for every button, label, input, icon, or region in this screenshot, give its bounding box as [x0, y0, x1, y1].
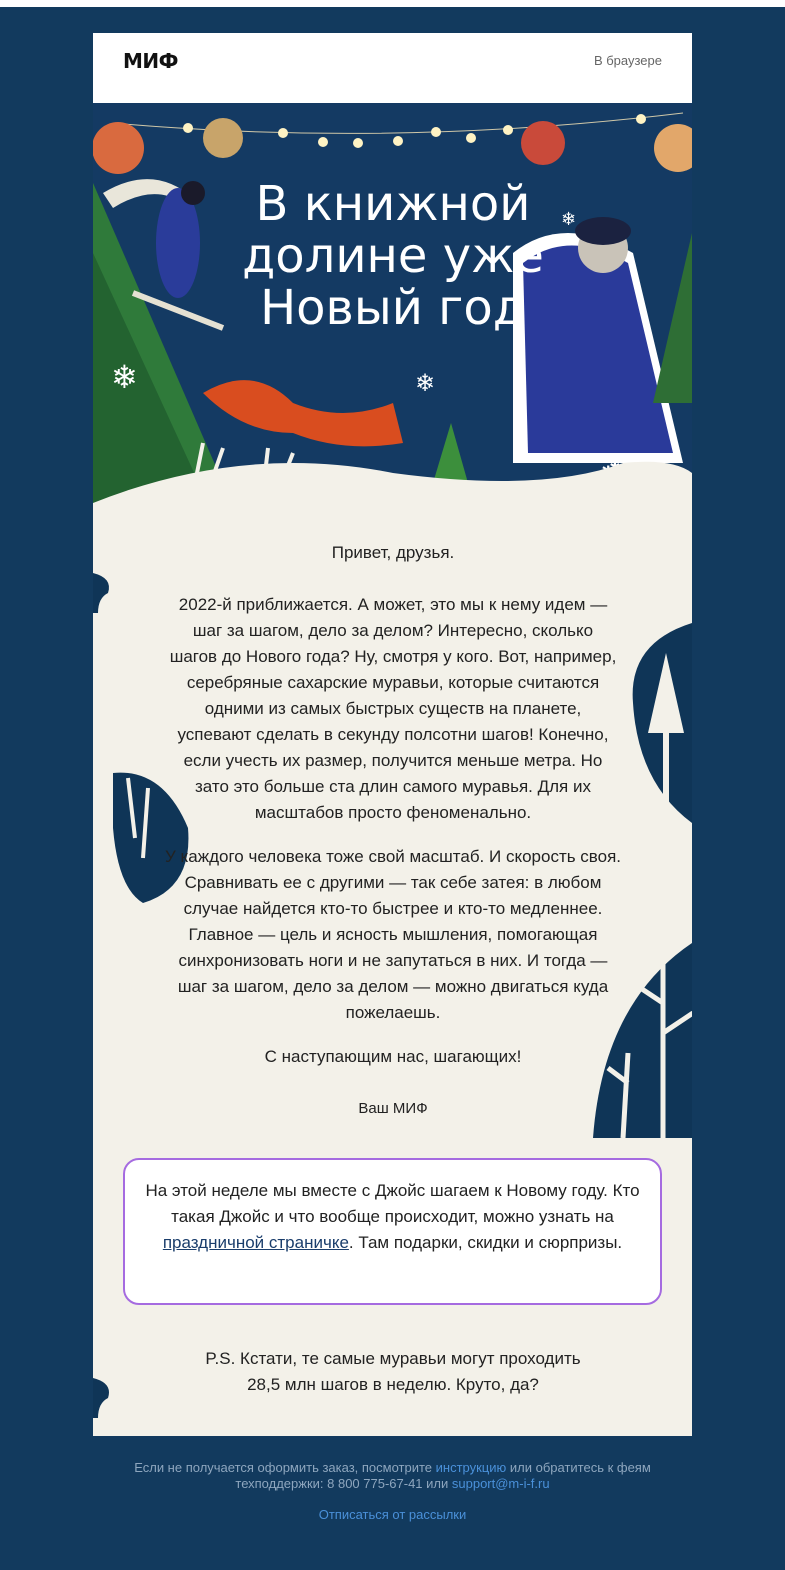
hero-title-line: долине уже	[242, 228, 544, 284]
papercut-decoration	[93, 1378, 113, 1418]
support-email-link[interactable]: support@m-i-f.ru	[451, 1476, 550, 1491]
hero-title	[213, 178, 573, 334]
svg-text:❄: ❄	[111, 359, 138, 395]
letter-paragraph: 2022-й приближается. А может, это мы к нему идем — шаг за шагом, дело за делом? Интересно, сколько шагов до Нового года? Ну, смотря у кого. Вот, например, серебряные сахарские муравьи, которые считаются одними из самых быстрых существ на планете, успевают сделать в секунду полсотни шагов! Конечно, если учесть их размер, получится меньше метра. Но зато это больше ста длин самого муравья. Для их масштабов просто феноменально.	[169, 595, 617, 822]
promo-text-end: . Там подарки, скидки и сюрпризы.	[348, 1233, 623, 1252]
svg-text:❄: ❄	[415, 370, 436, 397]
mif-logo[interactable]: МИФ	[123, 49, 178, 73]
unsubscribe-link[interactable]: Отписаться от рассылки	[318, 1507, 467, 1522]
footer-text: или обратитесь к феям техподдержки: 8 800 775-67-41 или	[235, 1460, 651, 1491]
closing-text: С наступающим нас, шагающих!	[264, 1047, 522, 1066]
hero-title-line: В книжной	[255, 176, 531, 232]
email-card	[93, 33, 692, 1436]
ps-text: P.S. Кстати, те самые муравьи могут проходить 28,5 млн шагов в неделю. Круто, да?	[205, 1349, 581, 1394]
papercut-decoration	[93, 573, 113, 613]
letter-paragraph: У каждого человека тоже свой масштаб. И скорость своя. Сравнивать ее с другими — так себе затея: в любом случае найдется кто-то быстрее и кто-то медленнее. Главное — цель и ясность мышления, помогающая синхронизовать ноги и не запутаться в них. И тогда — шаг за шагом, дело за делом — можно двигаться куда пожелаешь.	[164, 847, 622, 1022]
footer-text: Если не получается оформить заказ, посмотрите	[134, 1460, 436, 1475]
instructions-link[interactable]: инструкцию	[435, 1460, 507, 1475]
view-in-browser-link[interactable]: В браузере	[593, 53, 662, 68]
hero-banner	[93, 103, 692, 523]
email-header	[93, 33, 692, 103]
footer-support	[93, 1460, 692, 1492]
promo-box	[123, 1158, 662, 1305]
promo-text	[145, 1178, 640, 1256]
promo-text-start: На этой неделе мы вместе с Джойс шагаем к Новому году. Кто такая Джойс и что вообще происходит, можно узнать на	[145, 1181, 640, 1226]
signature-text: Ваш МИФ	[358, 1100, 428, 1117]
papercut-tree-decoration	[628, 623, 692, 823]
greeting-text: Привет, друзья.	[331, 543, 455, 562]
hero-title-line: Новый год	[260, 280, 526, 336]
holiday-page-link[interactable]: праздничной страничке	[162, 1233, 349, 1252]
svg-text:❄: ❄	[561, 209, 577, 229]
